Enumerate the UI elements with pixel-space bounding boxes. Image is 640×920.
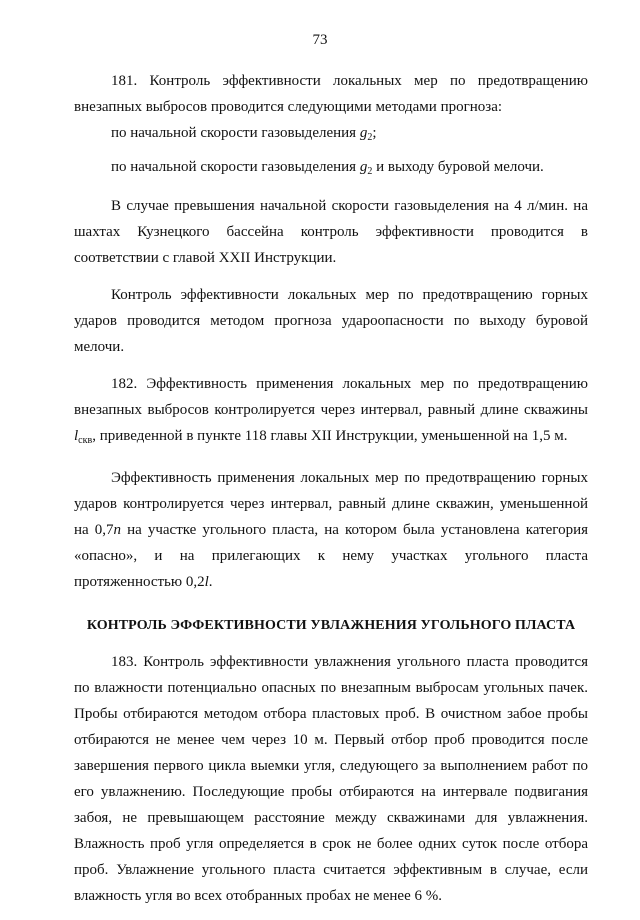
paragraph-rockburst-control: Контроль эффективности локальных мер по предотвращению горных ударов проводится методом прогноза удароопасности по выходу буровой мелочи.: [74, 287, 588, 355]
paragraph-text: Эффективность применения локальных мер по предотвращению горных ударов контролируется через интервал, равный длине скважин, уменьшенной на 0,7: [74, 470, 588, 538]
paragraph-181: 181. Контроль эффективности локальных мер по предотвращению внезапных выбросов проводится следующими методами прогноза:: [74, 73, 588, 115]
variable-g: g: [359, 125, 368, 141]
variable-g: g: [359, 159, 368, 175]
method-suffix: ;: [372, 125, 377, 141]
method-text: по начальной скорости газовыделения: [111, 125, 360, 141]
method-suffix: и выходу буровой мелочи.: [372, 159, 544, 175]
paragraph-kuzbass: В случае превышения начальной скорости газовыделения на 4 л/мин. на шахтах Кузнецкого бассейна контроль эффективности проводится в соответствии с главой XXII Инструкции.: [74, 198, 588, 266]
subscript: 2: [367, 132, 373, 143]
paragraph-text: 182. Эффективность применения локальных мер по предотвращению внезапных выбросов контролируется через интервал, равный длине скважины: [74, 376, 588, 418]
subscript: скв: [78, 435, 93, 446]
document-body: [74, 68, 588, 920]
method-initial-gas-rate: [74, 120, 588, 151]
subscript: 2: [367, 166, 373, 177]
paragraph-text-middle: на участке угольного пласта, на котором была установлена категория «опасно», и на прилегающих к нему участках угольного пласта протяженностью 0,2: [74, 522, 588, 590]
paragraph-text-end: .: [208, 574, 213, 590]
paragraph-182-rockburst: [74, 465, 588, 595]
paragraph-182: [74, 371, 588, 454]
paragraph-text-end: , приведенной в пункте 118 главы XII Инструкции, уменьшенной на 1,5 м.: [92, 428, 568, 444]
method-gas-rate-and-drill-fines: [74, 154, 588, 185]
section-heading: КОНТРОЛЬ ЭФФЕКТИВНОСТИ УВЛАЖНЕНИЯ УГОЛЬНОГО ПЛАСТА: [86, 618, 576, 633]
paragraph-183: 183. Контроль эффективности увлажнения угольного пласта проводится по влажности потенциально опасных по внезапным выбросам угольных пачек. Пробы отбираются методом отбора пластовых проб. В очистном забое пробы отбираются не менее чем через 10 м. Первый отбор проб проводится после завершения первого цикла выемки угля, следующего за выполнением работ по его увлажнению. Последующие пробы отбираются на интервале подвигания забоя, не превышающем расстояние между скважинами для увлажнения. Влажность проб угля определяется в срок не более одних суток после отбора проб. Увлажнение угольного пласта считается эффективным в случае, если влажность угля во всех отобранных пробах не менее 6 %.: [74, 654, 588, 904]
page-number: 73: [312, 32, 328, 48]
variable-l: l: [204, 574, 209, 590]
variable-l: l: [74, 428, 79, 444]
variable-n: n: [113, 522, 122, 538]
method-text: по начальной скорости газовыделения: [111, 159, 360, 175]
